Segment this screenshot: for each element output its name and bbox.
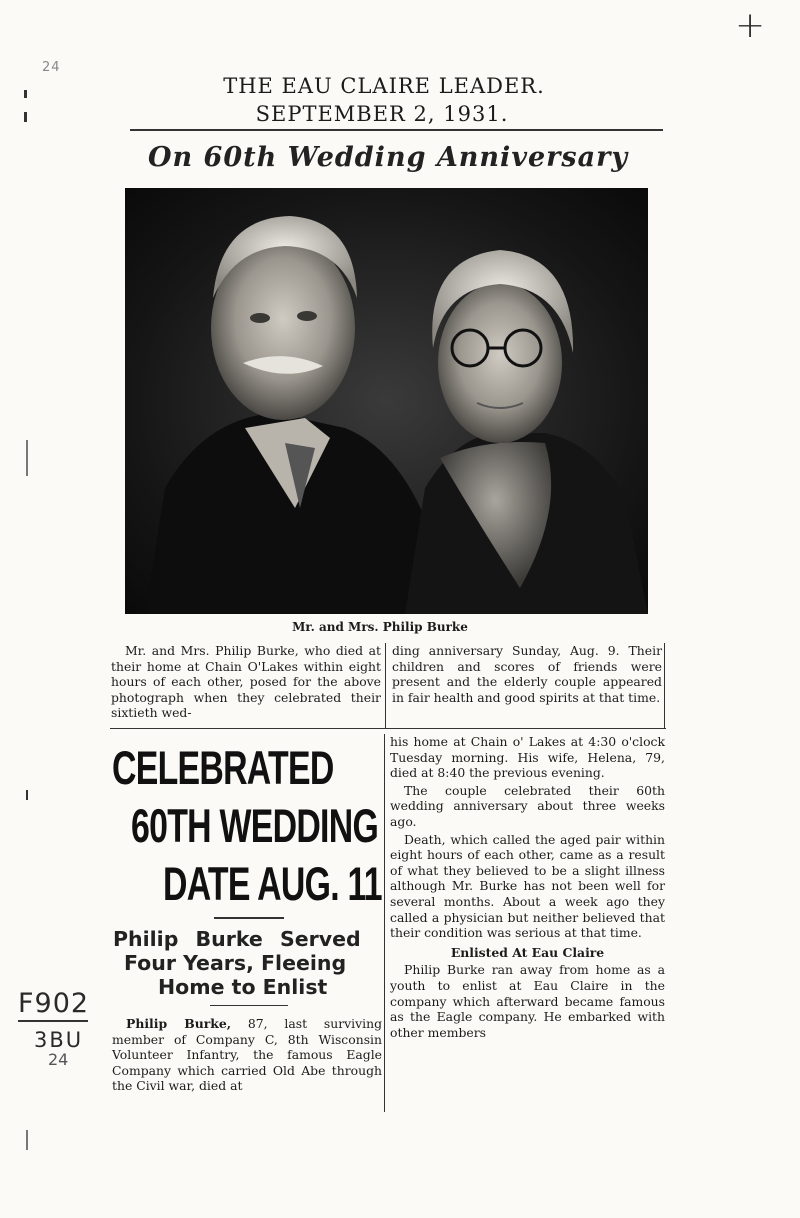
column-divider bbox=[664, 643, 665, 728]
photo-headline: On 60th Wedding Anniversary bbox=[148, 142, 629, 173]
margin-tick bbox=[26, 1130, 28, 1150]
photo-caption: Mr. and Mrs. Philip Burke bbox=[292, 620, 468, 634]
article-subhead-line1: Philip Burke Served bbox=[113, 927, 361, 951]
headline-divider bbox=[214, 917, 284, 919]
archive-code-line3: 24 bbox=[48, 1050, 69, 1069]
plus-mark: + bbox=[735, 5, 766, 46]
newspaper-name: THE EAU CLAIRE LEADER. bbox=[223, 74, 545, 98]
article-headline-line1: CELEBRATED bbox=[112, 741, 334, 794]
article-headline-line2: 60TH WEDDING bbox=[131, 799, 379, 852]
article-paragraph: his home at Chain o' Lakes at 4:30 o'clock Tuesday morning. His wife, Helena, 79, died at 8:40 the previous evening. bbox=[390, 734, 665, 781]
newspaper-date: SEPTEMBER 2, 1931. bbox=[255, 102, 509, 126]
page-number-handwritten: 24 bbox=[42, 60, 61, 75]
archive-code-line1: F902 bbox=[18, 988, 90, 1019]
article-lead-name: Philip Burke, bbox=[126, 1016, 232, 1031]
subhead-divider bbox=[210, 1005, 288, 1006]
margin-tick bbox=[26, 440, 28, 476]
article-section-heading: Enlisted At Eau Claire bbox=[450, 944, 605, 960]
archive-code-rule bbox=[18, 1020, 88, 1022]
article-body-left bbox=[112, 1016, 382, 1094]
photo-story-column-2: ding anniversary Sunday, Aug. 9. Their children and scores of friends were present and the elderly couple appeared in fair health and good spirits at that time. bbox=[392, 643, 662, 705]
margin-tick bbox=[26, 790, 28, 800]
article-body-left-text: 87, last surviving member of Company C, 8th Wisconsin Volunteer Infantry, the famous Eagle Company which carried Old Abe through the Civil war, died at bbox=[112, 1016, 383, 1094]
couple-photograph bbox=[125, 188, 648, 614]
couple-photograph-art bbox=[125, 188, 648, 614]
article-paragraph: Death, which called the aged pair within eight hours of each other, came as a result of what they believed to be a slight illness although Mr. Burke has not been well for several months. About a week ago they called a physician but neither believed that their condition was serious at that time. bbox=[390, 831, 665, 941]
masthead-rule bbox=[130, 129, 663, 131]
section-rule bbox=[110, 728, 666, 729]
article-paragraph: The couple celebrated their 60th wedding anniversary about three weeks ago. bbox=[390, 782, 665, 829]
article-subhead-line3: Home to Enlist bbox=[158, 975, 328, 999]
photo-story-column-1: Mr. and Mrs. Philip Burke, who died at their home at Chain O'Lakes within eight hours of each other, posed for the above photograph when they celebrated their sixtieth wed- bbox=[111, 643, 381, 721]
archive-code-line2: 3BU bbox=[34, 1028, 84, 1052]
column-divider bbox=[385, 643, 386, 728]
article-subhead-line2: Four Years, Fleeing bbox=[124, 951, 347, 975]
article-headline-line3: DATE AUG. 11 bbox=[163, 857, 382, 910]
article-body-right bbox=[390, 734, 665, 1042]
article-paragraph: Philip Burke ran away from home as a youth to enlist at Eau Claire in the company which afterward became famous as the Eagle company. He embarked with other members bbox=[390, 962, 665, 1040]
column-divider bbox=[384, 734, 385, 1112]
